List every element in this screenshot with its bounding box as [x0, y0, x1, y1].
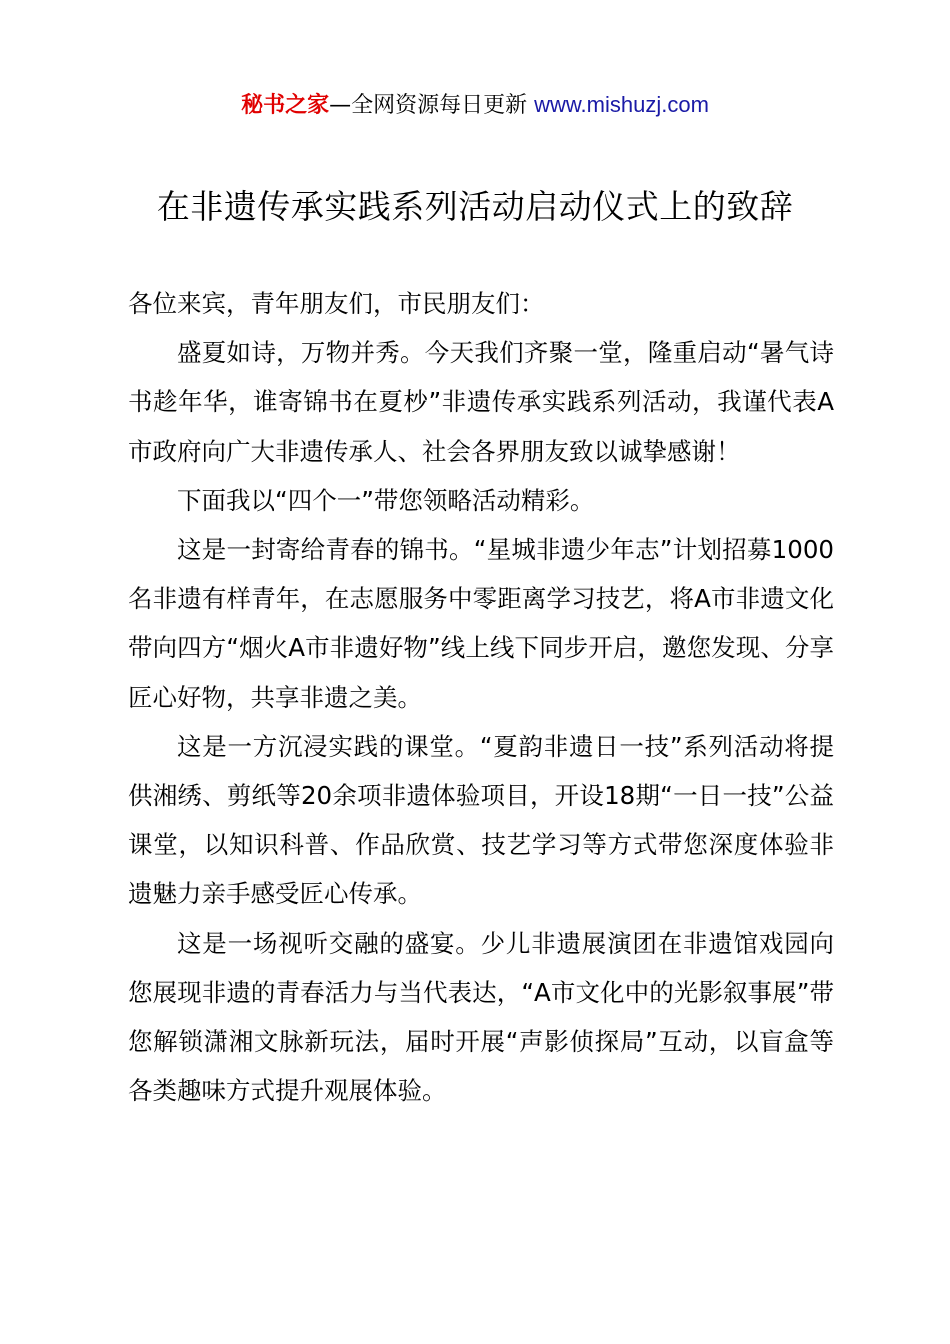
document-title: 在非遗传承实践系列活动启动仪式上的致辞	[156, 187, 794, 226]
paragraph-letter: 这是一封寄给青春的锦书。“星城非遗少年志”计划招募1000名非遗有样青年，在志愿服务中零距离学习技艺，将A市非遗文化带向四方“烟火A市非遗好物”线上线下同步开启，邀您发现、分享匠心好物，共享非遗之美。	[128, 535, 834, 712]
brand-name: 秘书之家	[241, 93, 330, 118]
salutation: 各位来宾，青年朋友们，市民朋友们：	[128, 289, 545, 318]
site-header	[0, 88, 950, 123]
header-tagline: —全网资源每日更新	[329, 93, 535, 118]
paragraph-classroom: 这是一方沉浸实践的课堂。“夏韵非遗日一技”系列活动将提供湘绣、剪纸等20余项非遗体验项目，开设18期“一日一技”公益课堂，以知识科普、作品欣赏、技艺学习等方式带您深度体验非遗魅力亲手感受匠心传承。	[128, 731, 834, 909]
paragraph-feast: 这是一场视听交融的盛宴。少儿非遗展演团在非遗馆戏园向您展现非遗的青春活力与当代表达，“A市文化中的光影叙事展”带您解锁潇湘文脉新玩法，届时开展“声影侦探局”互动，以盲盒等各类趣味方式提升观展体验。	[128, 928, 834, 1106]
document-body	[128, 279, 834, 1115]
site-url-link[interactable]: www.mishuzj.com	[534, 92, 709, 117]
paragraph-intro: 下面我以“四个一”带您领略活动精彩。	[177, 485, 595, 515]
paragraph-opening: 盛夏如诗，万物并秀。今天我们齐聚一堂，隆重启动“暑气诗书趁年华，谁寄锦书在夏杪”非遗传承实践系列活动，我谨代表A市政府向广大非遗传承人、社会各界朋友致以诚挚感谢！	[128, 338, 834, 466]
